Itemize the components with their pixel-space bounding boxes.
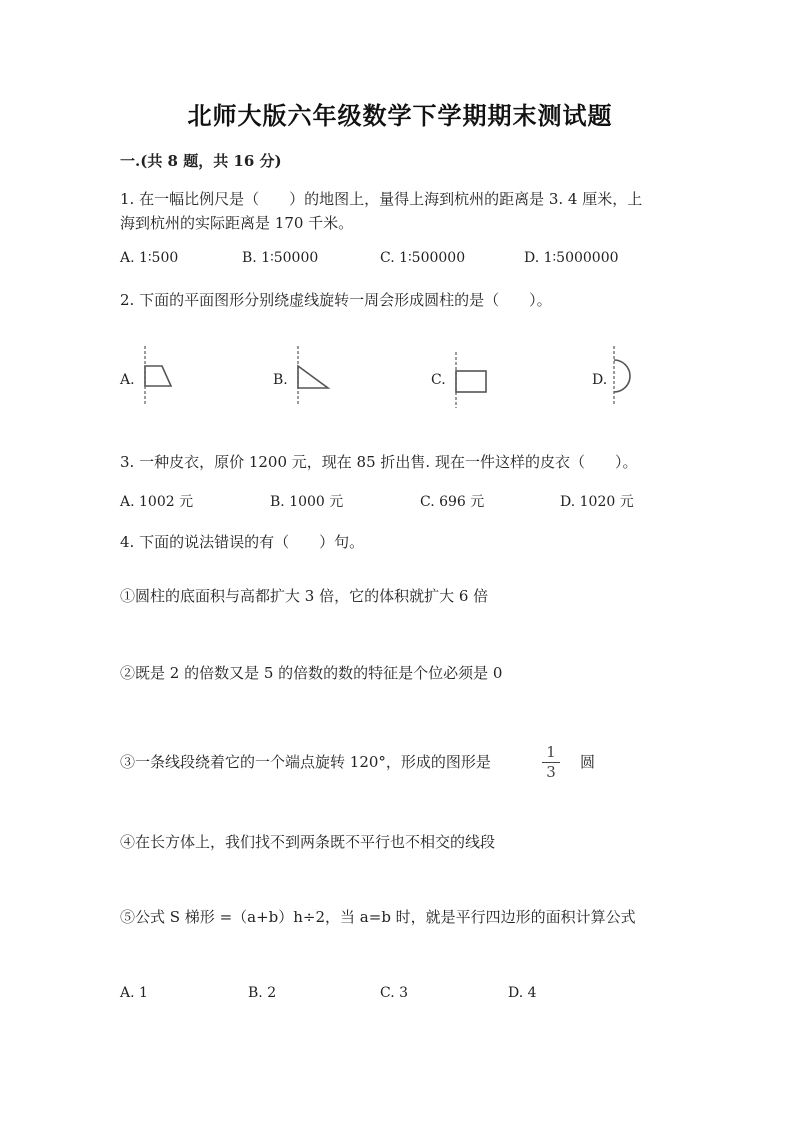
question-4-option-d: D. 4 [508,985,537,1001]
question-1-option-c: C. 1∶500000 [380,250,466,266]
question-1-option-b: B. 1∶50000 [242,250,319,266]
rectangle-figure [448,350,490,410]
question-3-option-a: A. 1002 元 [120,494,194,510]
semicircle-figure [606,344,640,408]
statement-1: ①圆柱的底面积与高都扩大 3 倍，它的体积就扩大 6 倍 [120,587,489,605]
statement-3: ③一条线段绕着它的一个端点旋转 120°，形成的图形是 [120,753,491,771]
question-3-option-c: C. 696 元 [420,494,485,510]
question-4-option-a: A. 1 [120,985,148,1001]
question-2-option-b: B. [273,372,288,388]
question-2-text: 2. 下面的平面图形分别绕虚线旋转一周会形成圆柱的是（ ）。 [120,291,552,309]
fraction-numerator: 1 [546,743,556,761]
statement-5: ⑤公式 S 梯形 =（a+b）h÷2，当 a=b 时，就是平行四边形的面积计算公式 [120,908,636,926]
question-3-option-d: D. 1020 元 [560,494,634,510]
question-1-line-2: 海到杭州的实际距离是 170 千米。 [120,214,354,232]
fraction-one-third [540,744,562,781]
question-1-line-1: 1. 在一幅比例尺是（ ）的地图上，量得上海到杭州的距离是 3. 4 厘米，上 [120,190,643,208]
fraction-denominator: 3 [546,763,556,781]
question-2-option-c: C. [431,372,446,388]
section-heading: 一.(共 8 题，共 16 分) [120,152,282,170]
question-4-option-b: B. 2 [248,985,277,1001]
question-1-option-d: D. 1∶5000000 [524,250,619,266]
statement-3-tail: 圆 [580,753,596,771]
question-3-option-b: B. 1000 元 [270,494,344,510]
page-title: 北师大版六年级数学下学期期末测试题 [187,101,613,130]
question-4-text: 4. 下面的说法错误的有（ ）句。 [120,533,365,551]
statement-2: ②既是 2 的倍数又是 5 的倍数的数的特征是个位必须是 0 [120,664,503,682]
question-1-option-a: A. 1∶500 [120,250,179,266]
question-4-option-c: C. 3 [380,985,409,1001]
triangle-figure [290,344,332,408]
question-3-text: 3. 一种皮衣，原价 1200 元，现在 85 折出售. 现在一件这样的皮衣（ ）。 [120,453,638,471]
statement-4: ④在长方体上，我们找不到两条既不平行也不相交的线段 [120,833,496,851]
trapezoid-figure [136,344,176,408]
question-2-option-a: A. [120,372,135,388]
question-2-option-d: D. [592,372,608,388]
